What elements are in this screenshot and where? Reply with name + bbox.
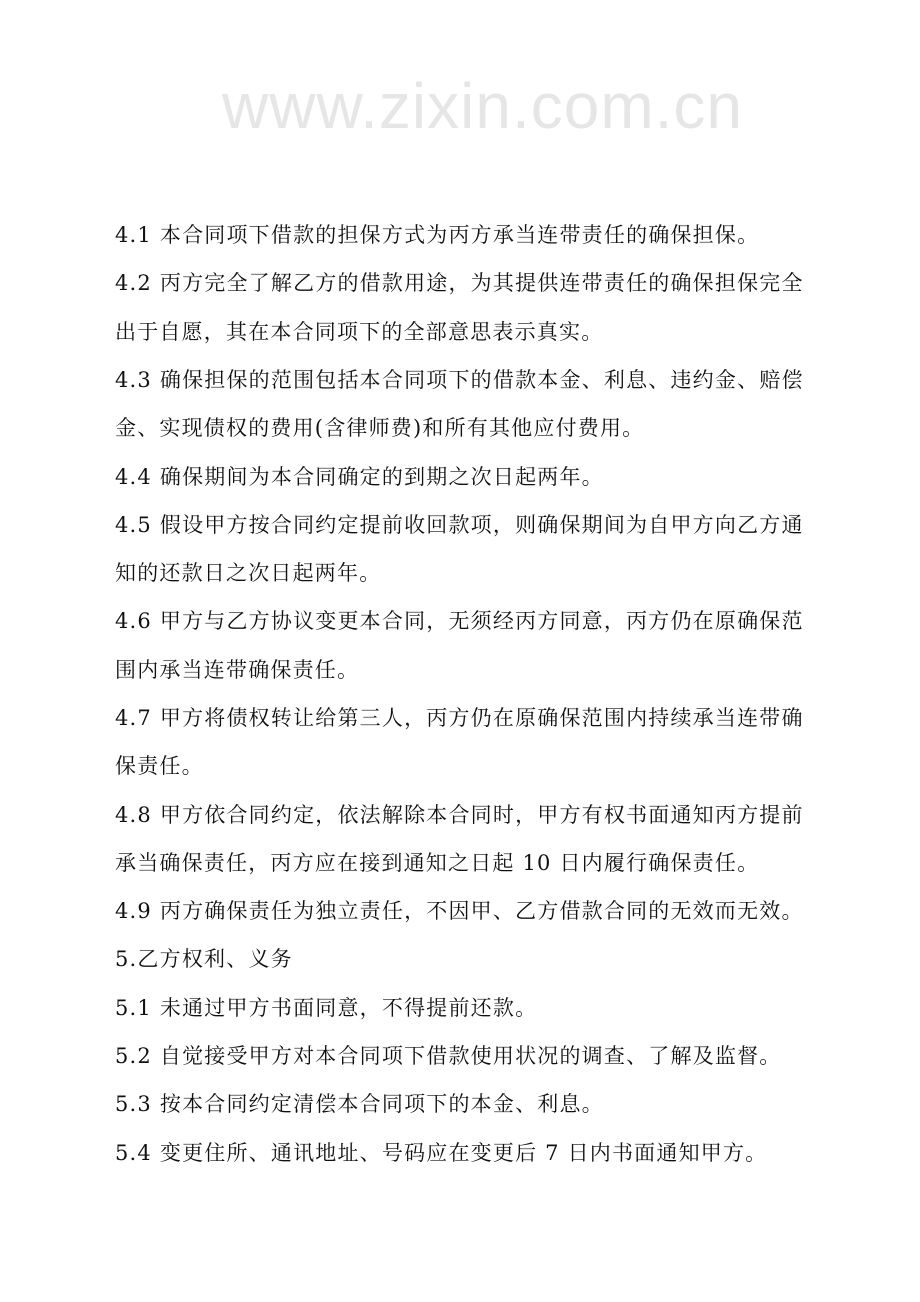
text-line: 4.4 确保期间为本合同确定的到期之次日起两年。 [115, 465, 604, 489]
text-line: 5.4 变更住所、通讯地址、号码应在变更后 7 日内书面通知甲方。 [115, 1141, 768, 1165]
text-line: 承当确保责任，丙方应在接到通知之日起 10 日内履行确保责任。 [115, 851, 760, 875]
text-line: 4.6 甲方与乙方协议变更本合同，无须经丙方同意，丙方仍在原确保范 [115, 609, 804, 633]
text-line: 4.5 假设甲方按合同约定提前收回款项，则确保期间为自甲方向乙方通 [115, 513, 804, 537]
text-line: 4.7 甲方将债权转让给第三人，丙方仍在原确保范围内持续承当连带确 [115, 706, 804, 730]
text-line: 4.8 甲方依合同约定，依法解除本合同时，甲方有权书面通知丙方提前 [115, 803, 804, 827]
text-line: 4.1 本合同项下借款的担保方式为丙方承当连带责任的确保担保。 [115, 223, 760, 247]
text-line: 4.2 丙方完全了解乙方的借款用途，为其提供连带责任的确保担保完全 [115, 271, 804, 295]
text-line: 围内承当连带确保责任。 [115, 658, 360, 682]
text-line: 5.3 按本合同约定清偿本合同项下的本金、利息。 [115, 1092, 604, 1116]
watermark: www.zixin.com.cn [222, 70, 743, 142]
text-line: 保责任。 [115, 754, 204, 778]
text-line: 4.9 丙方确保责任为独立责任，不因甲、乙方借款合同的无效而无效。 [115, 899, 804, 923]
text-line: 知的还款日之次日起两年。 [115, 561, 382, 585]
text-line: 5.1 未通过甲方书面同意，不得提前还款。 [115, 996, 538, 1020]
text-line: 金、实现债权的费用(含律师费)和所有其他应付费用。 [115, 416, 645, 440]
text-line: 出于自愿，其在本合同项下的全部意思表示真实。 [115, 320, 604, 344]
text-line: 5.2 自觉接受甲方对本合同项下借款使用状况的调查、了解及监督。 [115, 1044, 782, 1068]
text-line: 4.3 确保担保的范围包括本合同项下的借款本金、利息、违约金、赔偿 [115, 368, 804, 392]
text-line: 5.乙方权利、义务 [115, 947, 293, 971]
